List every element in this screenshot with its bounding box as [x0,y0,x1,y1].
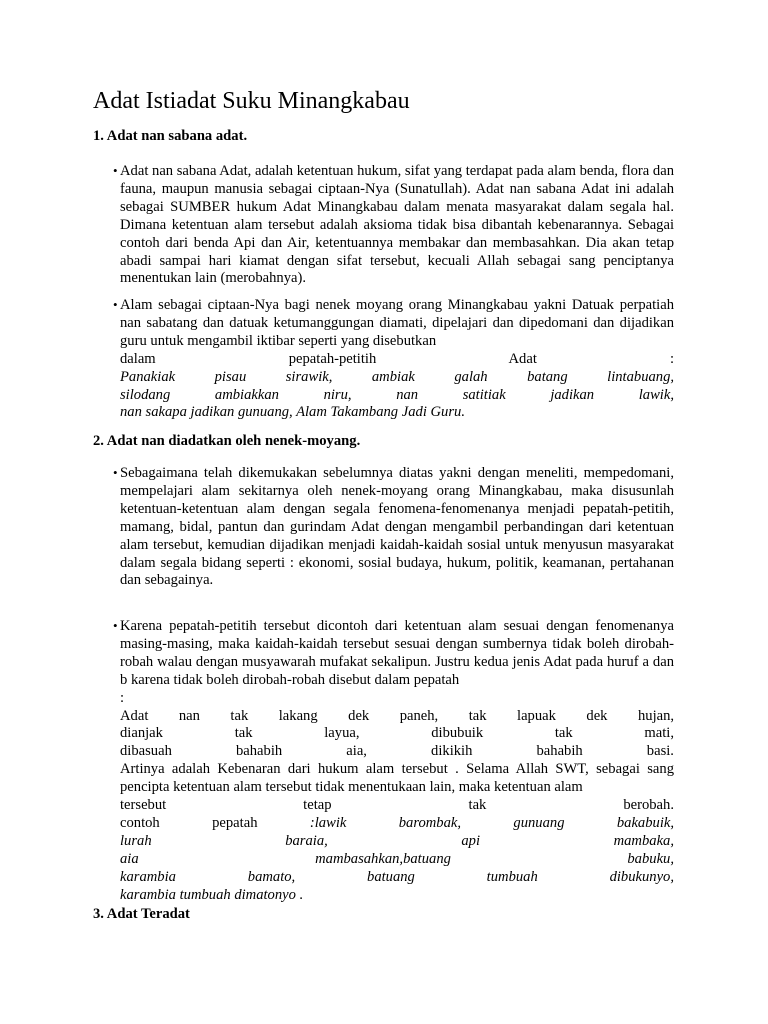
pepatah-line: Panakiak pisau sirawik, ambiak galah batang lintabuang, [120,368,675,385]
pepatah-line: aia mambasahkan,batuang babuku, [120,850,674,867]
pepatah-line: karambia tumbuah dimatonyo . [120,886,304,903]
bullet-icon: • [113,465,118,480]
bullet-icon: • [113,297,118,312]
section-heading-2: 2. Adat nan diadatkan oleh nenek-moyang. [93,433,361,449]
bullet-item-4 [113,618,675,905]
text-line: : [120,689,125,706]
paragraph: Alam sebagai ciptaan-Nya bagi nenek moyang orang Minangkabau yakni Datuak perpatiah nan sabatang dan datuak ketumanggungan diamati, dipelajari dan dipedomani dan dijadikan guru untuk mengambil iktibar seperti yang disebutkan [120,297,674,349]
text-line: tersebut tetap tak berobah. [120,797,674,814]
bullet-icon: • [113,618,118,633]
pepatah-line: dianjak tak layua, dibubuik tak mati, [120,725,674,742]
bullet-item-2 [113,297,675,422]
bullet-item-1 [113,163,674,288]
bullet-item-3 [113,465,674,590]
pepatah-line: Adat nan tak lakang dek paneh, tak lapuak dek hujan, [120,707,675,724]
paragraph: Adat nan sabana Adat, adalah ketentuan hukum, sifat yang terdapat pada alam benda, flora dan fauna, maupun manusia sebagai ciptaan-Nya (Sunatullah). Adat nan sabana Adat ini adalah sebagai SUMBER hukum Adat Minangkabau dalam menata masyarakat dalam segala hal. Dimana ketentuan alam tersebut adalah aksioma tidak bisa dibantah kebenarannya. Sebagai contoh dari benda Api dan Air, ketentuannya membakar dan membasahkan. Dia akan tetap abadi sampai hari kiamat dengan sifat tersebut, kecuali Allah sebagai sang penciptanya menentukan lain (merobahnya). [120,163,674,287]
pepatah-line: nan sakapa jadikan gunuang, Alam Takambang Jadi Guru. [120,404,465,421]
paragraph: Karena pepatah-petitih tersebut dicontoh dari ketentuan alam sesuai dengan fenomenanya masing-masing, maka kaidah-kaidah tersebut sesuai dengan sumbernya tidak boleh dirobah-robah walau dengan musyawarah mufakat sekalipun. Justru kedua jenis Adat pada huruf a dan b karena tidak boleh dirobah-robah disebut dalam pepatah [120,618,674,688]
paragraph: Sebagaimana telah dikemukakan sebelumnya diatas yakni dengan meneliti, mempedomani, mempelajari alam sekitarnya oleh nenek-moyang orang Minangkabau, maka disusunlah ketentuan-ketentuan alam dengan segala fenomena-fenomenanya menjadi pepatah-petitih, mamang, bidal, pantun dan gurindam Adat dengan mengambil perbandingan dari ketentuan alam tersebut, kemudian dijadikan menjadi kaidah-kaidah sosial untuk menyusun masyarakat dalam segala bidang seperti : ekonomi, sosial budaya, hukum, politik, keamanan, pertahanan dan sebagainya. [120,465,674,589]
bullet-icon: • [113,163,118,178]
page-title: Adat Istiadat Suku Minangkabau [93,88,410,114]
pepatah-line: silodang ambiakkan niru, nan satitiak jadikan lawik, [120,386,674,403]
pepatah-line: karambia bamato, batuang tumbuah dibukunyo, [120,868,675,885]
section-heading-1: 1. Adat nan sabana adat. [93,128,248,144]
section-heading-3: 3. Adat Teradat [93,906,190,922]
paragraph: Artinya adalah Kebenaran dari hukum alam tersebut . Selama Allah SWT, sebagai sang pencipta ketentuan alam tersebut tidak menentukaan lain, maka ketentuan alam [120,761,674,796]
pepatah-line: contoh pepatah :lawik barombak, gunuang bakabuik, [120,814,675,831]
text-line: dalam pepatah-petitih Adat : [120,350,675,367]
pepatah-line: lurah baraia, api mambaka, [120,832,674,849]
pepatah-line: dibasuah bahabih aia, dikikih bahabih basi. [120,743,674,760]
